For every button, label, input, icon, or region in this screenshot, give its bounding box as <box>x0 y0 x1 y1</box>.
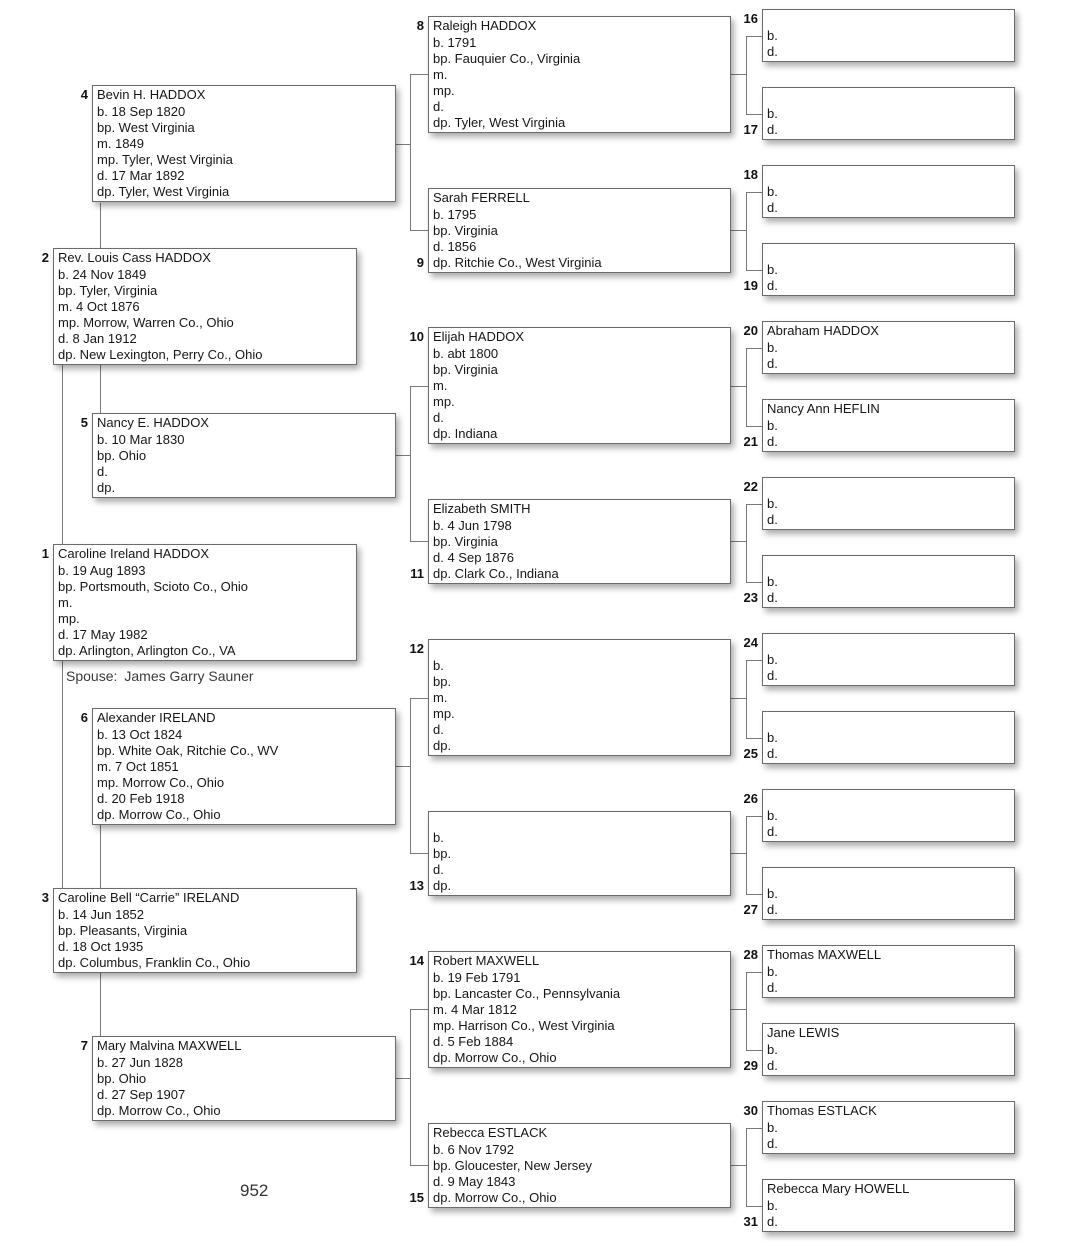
connector-line <box>731 74 746 75</box>
person-name <box>767 244 1010 262</box>
person-box-23 <box>762 555 1015 608</box>
person-name: Rebecca Mary HOWELL <box>767 1181 910 1196</box>
person-box-12 <box>428 639 731 756</box>
person-fact: dp. Clark Co., Indiana <box>433 566 559 581</box>
person-fact: b. <box>767 1120 778 1135</box>
person-fact: d. 18 Oct 1935 <box>58 939 144 954</box>
page-number: 952 <box>240 1181 269 1200</box>
person-fact: mp. <box>433 83 455 98</box>
person-box-14 <box>428 951 731 1068</box>
person-box-2 <box>53 248 357 365</box>
person-box-9 <box>428 188 731 273</box>
person-name: Thomas MAXWELL <box>767 947 882 962</box>
person-box-24 <box>762 633 1015 686</box>
ancestor-number: 13 <box>409 878 424 893</box>
person-name: Sarah FERRELL <box>433 190 530 205</box>
person-box-15 <box>428 1123 731 1208</box>
connector-line <box>746 972 762 973</box>
person-name: Thomas ESTLACK <box>767 1103 877 1118</box>
person-box-3 <box>53 888 357 973</box>
connector-line <box>410 541 428 542</box>
connector-line <box>746 192 747 271</box>
person-name <box>767 10 1010 28</box>
connector-line <box>746 660 762 661</box>
person-name: Bevin H. HADDOX <box>97 87 206 102</box>
person-fact: b. <box>767 1042 778 1057</box>
connector-line <box>410 386 428 387</box>
person-name: Jane LEWIS <box>767 1025 840 1040</box>
person-fact: b. 10 Mar 1830 <box>97 432 185 447</box>
person-box-30 <box>762 1101 1015 1154</box>
person-fact: d. <box>433 722 444 737</box>
person-name <box>433 812 726 830</box>
person-fact: b. <box>767 886 778 901</box>
connector-line <box>746 1050 762 1051</box>
person-name <box>767 556 1010 574</box>
person-name <box>767 634 1010 652</box>
ancestor-number: 21 <box>743 434 758 449</box>
ancestor-number: 30 <box>743 1103 758 1118</box>
connector-line <box>410 853 428 854</box>
person-box-29 <box>762 1023 1015 1076</box>
person-fact: b. <box>433 830 444 845</box>
person-fact: b. 4 Jun 1798 <box>433 518 512 533</box>
person-fact: bp. Ohio <box>97 1071 147 1086</box>
person-fact: dp. Tyler, West Virginia <box>433 115 566 130</box>
person-fact: d. <box>767 590 778 605</box>
person-fact: b. 27 Jun 1828 <box>97 1055 184 1070</box>
person-fact: d. <box>767 278 778 293</box>
person-box-21 <box>762 399 1015 452</box>
person-fact: b. 6 Nov 1792 <box>433 1142 514 1157</box>
person-fact: m. 1849 <box>97 136 144 151</box>
person-fact: d. <box>767 122 778 137</box>
connector-line <box>731 541 746 542</box>
connector-line <box>731 386 746 387</box>
person-fact: mp. Tyler, West Virginia <box>97 152 233 167</box>
person-fact: m. 4 Oct 1876 <box>58 299 140 314</box>
person-box-25 <box>762 711 1015 764</box>
person-fact: bp. <box>433 674 452 689</box>
person-fact: mp. <box>58 611 80 626</box>
person-fact: b. <box>767 1198 778 1213</box>
person-box-19 <box>762 243 1015 296</box>
ancestor-number: 25 <box>743 746 758 761</box>
person-box-26 <box>762 789 1015 842</box>
person-fact: d. <box>767 746 778 761</box>
person-box-16 <box>762 9 1015 62</box>
person-fact: b. 19 Aug 1893 <box>58 563 146 578</box>
person-fact: d. 17 May 1982 <box>58 627 148 642</box>
person-name: Rebecca ESTLACK <box>433 1125 548 1140</box>
ancestor-number: 24 <box>743 635 758 650</box>
person-fact: d. <box>433 99 444 114</box>
person-box-28 <box>762 945 1015 998</box>
person-fact: b. 24 Nov 1849 <box>58 267 147 282</box>
person-fact: dp. Columbus, Franklin Co., Ohio <box>58 955 251 970</box>
ancestor-number: 22 <box>743 479 758 494</box>
connector-line <box>410 1009 411 1166</box>
connector-line <box>746 972 747 1051</box>
person-fact: b. <box>767 184 778 199</box>
connector-line <box>746 192 762 193</box>
person-box-5 <box>92 413 396 498</box>
connector-line <box>731 1165 746 1166</box>
connector-line <box>746 582 762 583</box>
spouse-label: Spouse: <box>66 668 118 684</box>
person-fact: mp. Morrow, Warren Co., Ohio <box>58 315 234 330</box>
ancestor-number: 28 <box>743 947 758 962</box>
person-fact: bp. Lancaster Co., Pennsylvania <box>433 986 621 1001</box>
person-fact: bp. Virginia <box>433 534 498 549</box>
person-name <box>767 712 1010 730</box>
connector-line <box>746 348 747 427</box>
person-fact: d. 8 Jan 1912 <box>58 331 137 346</box>
connector-line <box>746 1206 762 1207</box>
person-fact: d. <box>433 862 444 877</box>
person-fact: d. <box>767 1058 778 1073</box>
ancestor-number: 4 <box>80 87 88 102</box>
connector-line <box>746 36 762 37</box>
person-fact: dp. Morrow Co., Ohio <box>97 807 221 822</box>
ancestor-number: 1 <box>41 546 49 561</box>
ancestor-number: 27 <box>743 902 758 917</box>
connector-line <box>731 1009 746 1010</box>
person-box-8 <box>428 16 731 133</box>
person-fact: dp. Tyler, West Virginia <box>97 184 230 199</box>
ancestor-number: 2 <box>41 250 49 265</box>
connector-line <box>746 270 762 271</box>
person-fact: bp. Pleasants, Virginia <box>58 923 188 938</box>
person-fact: m. <box>433 690 448 705</box>
person-fact: m. 4 Mar 1812 <box>433 1002 517 1017</box>
person-box-13 <box>428 811 731 896</box>
person-fact: dp. Ritchie Co., West Virginia <box>433 255 602 270</box>
connector-line <box>396 144 410 145</box>
person-fact: d. 5 Feb 1884 <box>433 1034 514 1049</box>
connector-line <box>746 348 762 349</box>
ancestor-number: 15 <box>409 1190 424 1205</box>
spouse-name: James Garry Sauner <box>124 668 254 684</box>
ancestor-number: 20 <box>743 323 758 338</box>
person-fact: d. <box>767 980 778 995</box>
person-fact: b. 19 Feb 1791 <box>433 970 521 985</box>
person-fact: b. <box>767 730 778 745</box>
person-name: Alexander IRELAND <box>97 710 216 725</box>
person-fact: b. 13 Oct 1824 <box>97 727 183 742</box>
person-fact: dp. New Lexington, Perry Co., Ohio <box>58 347 263 362</box>
ancestor-number: 12 <box>409 641 424 656</box>
person-fact: d. <box>767 1214 778 1229</box>
person-box-11 <box>428 499 731 584</box>
person-fact: b. <box>767 964 778 979</box>
connector-line <box>746 114 762 115</box>
person-box-6 <box>92 708 396 825</box>
connector-line <box>410 74 411 231</box>
person-fact: bp. Virginia <box>433 223 498 238</box>
connector-line <box>731 230 746 231</box>
person-fact: b. 1791 <box>433 35 477 50</box>
ancestor-number: 16 <box>743 11 758 26</box>
person-fact: b. <box>767 340 778 355</box>
ancestor-number: 29 <box>743 1058 758 1073</box>
person-name <box>767 790 1010 808</box>
connector-line <box>396 766 410 767</box>
person-name <box>767 868 1010 886</box>
person-fact: d. <box>767 200 778 215</box>
person-fact: b. <box>767 418 778 433</box>
person-name <box>433 640 726 658</box>
ancestor-number: 6 <box>80 710 88 725</box>
connector-line <box>746 504 762 505</box>
person-fact: b. <box>767 652 778 667</box>
person-name: Robert MAXWELL <box>433 953 540 968</box>
ancestor-number: 7 <box>80 1038 88 1053</box>
person-fact: d. <box>767 824 778 839</box>
connector-line <box>731 853 746 854</box>
person-box-7 <box>92 1036 396 1121</box>
person-fact: b. 1795 <box>433 207 477 222</box>
person-fact: d. <box>97 464 108 479</box>
person-fact: b. 14 Jun 1852 <box>58 907 145 922</box>
person-fact: d. 4 Sep 1876 <box>433 550 514 565</box>
person-fact: m. 7 Oct 1851 <box>97 759 179 774</box>
person-fact: b. 18 Sep 1820 <box>97 104 186 119</box>
person-fact: d. <box>767 356 778 371</box>
person-fact: b. <box>767 106 778 121</box>
connector-line <box>410 230 428 231</box>
person-fact: dp. Arlington, Arlington Co., VA <box>58 643 236 658</box>
person-box-22 <box>762 477 1015 530</box>
person-fact: bp. White Oak, Ritchie Co., WV <box>97 743 279 758</box>
person-fact: d. 27 Sep 1907 <box>97 1087 186 1102</box>
connector-line <box>410 698 411 854</box>
person-name <box>767 88 1010 106</box>
person-fact: bp. Portsmouth, Scioto Co., Ohio <box>58 579 249 594</box>
person-fact: dp. <box>97 480 116 495</box>
ancestor-number: 23 <box>743 590 758 605</box>
person-fact: d. 17 Mar 1892 <box>97 168 185 183</box>
spouse-line <box>66 668 254 684</box>
person-fact: bp. <box>433 846 452 861</box>
ancestor-number: 11 <box>410 566 424 581</box>
person-box-31 <box>762 1179 1015 1232</box>
person-box-10 <box>428 327 731 444</box>
person-box-27 <box>762 867 1015 920</box>
person-fact: bp. Virginia <box>433 362 498 377</box>
person-fact: b. <box>767 496 778 511</box>
ancestor-number: 3 <box>41 890 49 905</box>
connector-line <box>410 386 411 542</box>
person-fact: d. <box>767 44 778 59</box>
connector-line <box>410 1009 428 1010</box>
person-name: Abraham HADDOX <box>767 323 879 338</box>
ancestor-number: 5 <box>80 415 88 430</box>
person-name: Mary Malvina MAXWELL <box>97 1038 242 1053</box>
person-name: Caroline Bell “Carrie” IRELAND <box>58 890 240 905</box>
person-fact: bp. Gloucester, New Jersey <box>433 1158 592 1173</box>
ancestor-number: 31 <box>743 1214 758 1229</box>
ancestor-number: 9 <box>416 255 424 270</box>
connector-line <box>396 1078 410 1079</box>
person-fact: bp. Tyler, Virginia <box>58 283 158 298</box>
person-fact: dp. Morrow Co., Ohio <box>433 1050 557 1065</box>
ancestor-number: 17 <box>743 122 758 137</box>
person-fact: dp. <box>433 878 452 893</box>
person-fact: b. <box>767 574 778 589</box>
person-name: Elijah HADDOX <box>433 329 525 344</box>
connector-line <box>746 816 747 895</box>
connector-line <box>731 698 746 699</box>
person-box-17 <box>762 87 1015 140</box>
person-box-20 <box>762 321 1015 374</box>
person-fact: d. 1856 <box>433 239 477 254</box>
person-name: Rev. Louis Cass HADDOX <box>58 250 211 265</box>
connector-line <box>746 1128 762 1129</box>
connector-line <box>410 698 428 699</box>
connector-line <box>410 74 428 75</box>
connector-line <box>746 816 762 817</box>
person-fact: b. <box>433 658 444 673</box>
person-name: Elizabeth SMITH <box>433 501 531 516</box>
person-fact: m. <box>433 378 448 393</box>
person-fact: d. <box>767 512 778 527</box>
person-name: Nancy Ann HEFLIN <box>767 401 880 416</box>
connector-line <box>396 455 410 456</box>
person-box-1 <box>53 544 357 661</box>
person-fact: b. abt 1800 <box>433 346 499 361</box>
person-fact: m. <box>58 595 73 610</box>
ancestor-number: 14 <box>409 953 424 968</box>
person-fact: d. 20 Feb 1918 <box>97 791 185 806</box>
person-fact: d. 9 May 1843 <box>433 1174 516 1189</box>
connector-line <box>746 1128 747 1207</box>
person-fact: bp. West Virginia <box>97 120 195 135</box>
connector-line <box>746 504 747 583</box>
person-fact: d. <box>767 902 778 917</box>
connector-line <box>410 1165 428 1166</box>
person-fact: m. <box>433 67 448 82</box>
connector-line <box>746 738 762 739</box>
person-fact: b. <box>767 28 778 43</box>
person-fact: mp. Morrow Co., Ohio <box>97 775 225 790</box>
person-box-4 <box>92 85 396 202</box>
person-fact: dp. Morrow Co., Ohio <box>433 1190 557 1205</box>
person-fact: mp. Harrison Co., West Virginia <box>433 1018 615 1033</box>
person-fact: b. <box>767 262 778 277</box>
person-fact: d. <box>767 434 778 449</box>
person-name: Raleigh HADDOX <box>433 18 537 33</box>
person-fact: dp. Indiana <box>433 426 498 441</box>
connector-line <box>746 36 747 115</box>
connector-line <box>746 426 762 427</box>
person-box-18 <box>762 165 1015 218</box>
ancestor-number: 10 <box>409 329 424 344</box>
ancestor-number: 19 <box>743 278 758 293</box>
ancestor-number: 18 <box>743 167 758 182</box>
connector-line <box>746 660 747 739</box>
person-name: Nancy E. HADDOX <box>97 415 209 430</box>
person-fact: d. <box>767 668 778 683</box>
person-fact: bp. Ohio <box>97 448 147 463</box>
person-fact: bp. Fauquier Co., Virginia <box>433 51 581 66</box>
person-name: Caroline Ireland HADDOX <box>58 546 210 561</box>
person-name <box>767 166 1010 184</box>
person-fact: d. <box>433 410 444 425</box>
ancestor-number: 8 <box>416 18 424 33</box>
person-name <box>767 478 1010 496</box>
person-fact: d. <box>767 1136 778 1151</box>
connector-line <box>746 894 762 895</box>
person-fact: mp. <box>433 706 455 721</box>
person-fact: dp. Morrow Co., Ohio <box>97 1103 221 1118</box>
person-fact: b. <box>767 808 778 823</box>
person-fact: dp. <box>433 738 452 753</box>
person-fact: mp. <box>433 394 455 409</box>
ancestor-number: 26 <box>743 791 758 806</box>
